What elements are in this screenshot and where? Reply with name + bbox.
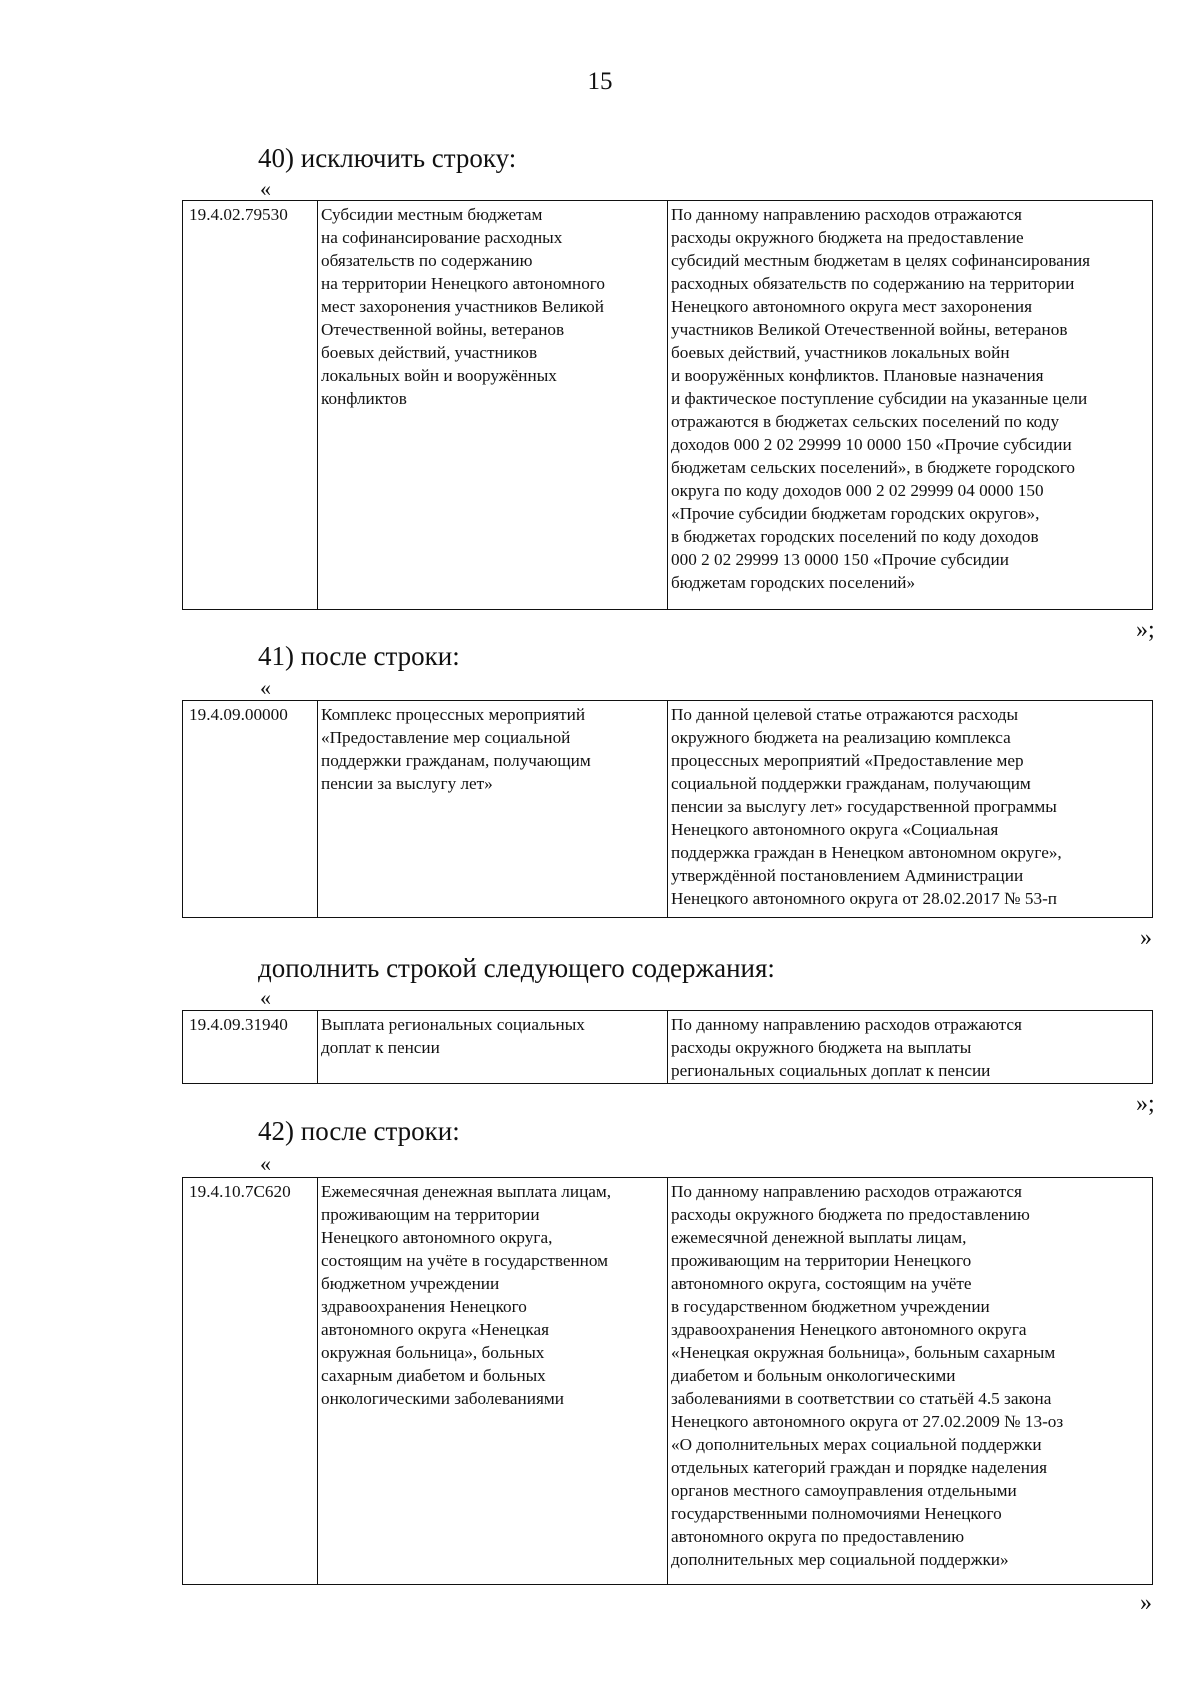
row-code: 19.4.10.7С620 <box>183 1178 318 1585</box>
row-code: 19.4.09.00000 <box>183 701 318 918</box>
cell-line: Комплекс процессных мероприятий <box>321 705 586 724</box>
cell-line: бюджетам сельских поселений», в бюджете городского <box>671 458 1076 477</box>
table-row <box>183 1011 1153 1084</box>
add-row-close-quote: »; <box>1136 1091 1155 1117</box>
row-description <box>668 701 1153 918</box>
cell-line: обязательств по содержанию <box>321 251 533 270</box>
cell-line: проживающим на территории <box>321 1205 540 1224</box>
cell-line: социальной поддержки гражданам, получающим <box>671 774 1031 793</box>
row-name <box>318 1178 668 1585</box>
section-41-heading: 41) после строки: <box>258 641 460 671</box>
section-41-open-quote: « <box>260 675 271 700</box>
cell-line: автономного округа, состоящим на учёте <box>671 1274 972 1293</box>
cell-line: По данной целевой статье отражаются расходы <box>671 705 1019 724</box>
cell-line: 000 2 02 29999 13 0000 150 «Прочие субсидии <box>671 550 1009 569</box>
cell-line: Ежемесячная денежная выплата лицам, <box>321 1182 612 1201</box>
section-40-close-quote: »; <box>1136 617 1155 643</box>
cell-line: конфликтов <box>321 389 407 408</box>
cell-line: Ненецкого автономного округа от 27.02.2009 № 13-оз <box>671 1412 1064 1431</box>
cell-line: «Прочие субсидии бюджетам городских округов», <box>671 504 1040 523</box>
cell-line: и фактическое поступление субсидии на указанные цели <box>671 389 1088 408</box>
cell-line: дополнительных мер социальной поддержки» <box>671 1550 1009 1569</box>
cell-line: автономного округа «Ненецкая <box>321 1320 550 1339</box>
cell-line: государственными полномочиями Ненецкого <box>671 1504 1002 1523</box>
section-40-table <box>182 200 1153 610</box>
row-description <box>668 1178 1153 1585</box>
cell-line: Выплата региональных социальных <box>321 1015 585 1034</box>
cell-line: доплат к пенсии <box>321 1038 440 1057</box>
section-41-close-quote: » <box>1140 925 1152 951</box>
cell-line: пенсии за выслугу лет» <box>321 774 493 793</box>
cell-line: пенсии за выслугу лет» государственной программы <box>671 797 1057 816</box>
cell-line: поддержки гражданам, получающим <box>321 751 591 770</box>
section-42-close-quote: » <box>1140 1590 1152 1616</box>
cell-line: По данному направлению расходов отражаются <box>671 1015 1022 1034</box>
cell-line: «Предоставление мер социальной <box>321 728 571 747</box>
cell-line: проживающим на территории Ненецкого <box>671 1251 972 1270</box>
cell-line: По данному направлению расходов отражаются <box>671 1182 1022 1201</box>
table-row <box>183 201 1153 610</box>
cell-line: здравоохранения Ненецкого автономного округа <box>671 1320 1027 1339</box>
section-40-heading: 40) исключить строку: <box>258 143 517 173</box>
row-name <box>318 201 668 610</box>
cell-line: субсидий местным бюджетам в целях софинансирования <box>671 251 1091 270</box>
cell-line: автономного округа по предоставлению <box>671 1527 965 1546</box>
cell-line: онкологическими заболеваниями <box>321 1389 564 1408</box>
cell-line: расходы окружного бюджета на предоставление <box>671 228 1024 247</box>
row-description <box>668 201 1153 610</box>
cell-line: заболеваниями в соответствии со статьёй 4.5 закона <box>671 1389 1052 1408</box>
row-description <box>668 1011 1153 1084</box>
cell-line: Ненецкого автономного округа от 28.02.2017 № 53-п <box>671 889 1057 908</box>
cell-line: окружного бюджета на реализацию комплекса <box>671 728 1011 747</box>
cell-line: доходов 000 2 02 29999 10 0000 150 «Прочие субсидии <box>671 435 1072 454</box>
cell-line: расходы окружного бюджета на выплаты <box>671 1038 972 1057</box>
cell-line: бюджетам городских поселений» <box>671 573 916 592</box>
page-number: 15 <box>587 68 613 95</box>
row-name <box>318 1011 668 1084</box>
cell-line: Ненецкого автономного округа «Социальная <box>671 820 999 839</box>
table-row <box>183 701 1153 918</box>
cell-line: на софинансирование расходных <box>321 228 563 247</box>
cell-line: в бюджетах городских поселений по коду доходов <box>671 527 1039 546</box>
cell-line: отдельных категорий граждан и порядке наделения <box>671 1458 1048 1477</box>
add-row-open-quote: « <box>260 985 271 1010</box>
section-42-table <box>182 1177 1153 1585</box>
cell-line: Субсидии местным бюджетам <box>321 205 543 224</box>
cell-line: органов местного самоуправления отдельными <box>671 1481 1017 1500</box>
section-41-table <box>182 700 1153 918</box>
cell-line: здравоохранения Ненецкого <box>321 1297 527 1316</box>
cell-line: расходы окружного бюджета по предоставлению <box>671 1205 1030 1224</box>
row-code: 19.4.02.79530 <box>183 201 318 610</box>
cell-line: мест захоронения участников Великой <box>321 297 604 316</box>
cell-line: утверждённой постановлением Администрации <box>671 866 1024 885</box>
cell-line: поддержка граждан в Ненецком автономном округе», <box>671 843 1062 862</box>
section-40-open-quote: « <box>260 176 271 201</box>
cell-line: расходных обязательств по содержанию на территории <box>671 274 1075 293</box>
row-code: 19.4.09.31940 <box>183 1011 318 1084</box>
cell-line: отражаются в бюджетах сельских поселений по коду <box>671 412 1060 431</box>
cell-line: «О дополнительных мерах социальной поддержки <box>671 1435 1042 1454</box>
cell-line: региональных социальных доплат к пенсии <box>671 1061 991 1080</box>
cell-line: бюджетном учреждении <box>321 1274 500 1293</box>
cell-line: боевых действий, участников локальных войн <box>671 343 1010 362</box>
cell-line: участников Великой Отечественной войны, ветеранов <box>671 320 1068 339</box>
add-row-table <box>182 1010 1153 1084</box>
cell-line: «Ненецкая окружная больница», больным сахарным <box>671 1343 1056 1362</box>
add-row-heading: дополнить строкой следующего содержания: <box>258 953 775 983</box>
cell-line: в государственном бюджетном учреждении <box>671 1297 990 1316</box>
cell-line: Отечественной войны, ветеранов <box>321 320 565 339</box>
section-42-heading: 42) после строки: <box>258 1116 460 1146</box>
cell-line: боевых действий, участников <box>321 343 538 362</box>
cell-line: окружная больница», больных <box>321 1343 545 1362</box>
cell-line: ежемесячной денежной выплаты лицам, <box>671 1228 967 1247</box>
cell-line: процессных мероприятий «Предоставление мер <box>671 751 1024 770</box>
cell-line: По данному направлению расходов отражаются <box>671 205 1022 224</box>
cell-line: диабетом и больным онкологическими <box>671 1366 956 1385</box>
cell-line: и вооружённых конфликтов. Плановые назначения <box>671 366 1044 385</box>
cell-line: сахарным диабетом и больных <box>321 1366 546 1385</box>
table-row <box>183 1178 1153 1585</box>
cell-line: на территории Ненецкого автономного <box>321 274 606 293</box>
cell-line: округа по коду доходов 000 2 02 29999 04 0000 150 <box>671 481 1044 500</box>
cell-line: локальных войн и вооружённых <box>321 366 557 385</box>
section-42-open-quote: « <box>260 1151 271 1176</box>
cell-line: Ненецкого автономного округа мест захоронения <box>671 297 1033 316</box>
cell-line: Ненецкого автономного округа, <box>321 1228 553 1247</box>
cell-line: состоящим на учёте в государственном <box>321 1251 609 1270</box>
row-name <box>318 701 668 918</box>
